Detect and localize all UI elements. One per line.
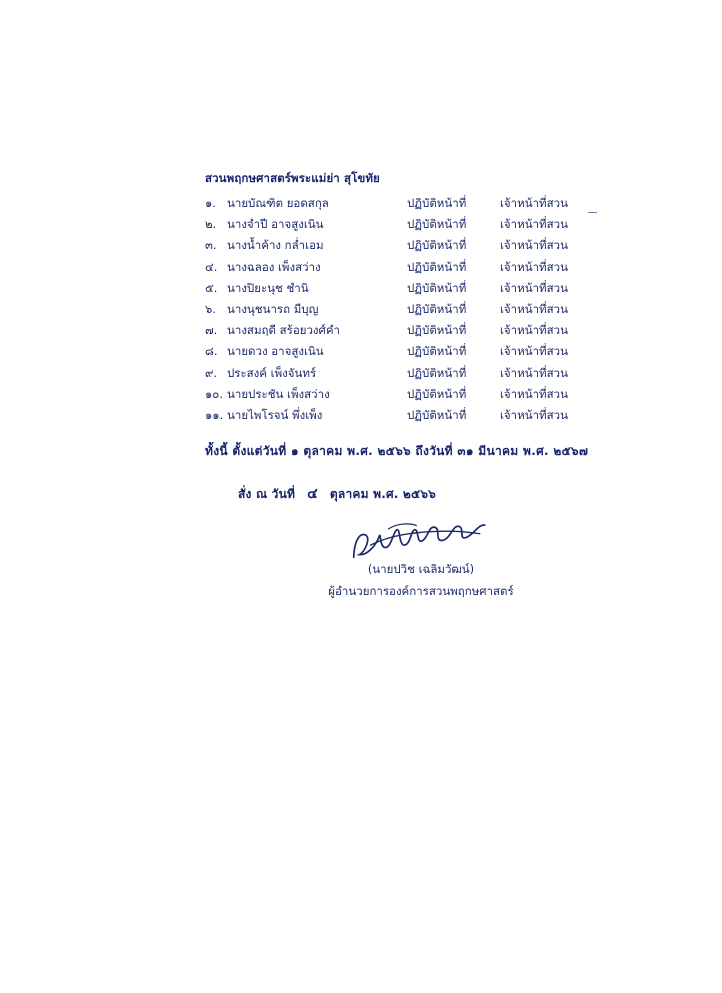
order-date-line: [238, 483, 722, 505]
row-name: นางจำปี อาจสูงเนิน: [227, 217, 324, 232]
table-row: [205, 322, 610, 343]
signer-name: (นายปวิช เฉลิมวัฒน์): [367, 562, 475, 577]
row-role: ปฏิบัติหน้าที่: [407, 238, 467, 253]
row-number: ๑๑.: [205, 407, 224, 422]
row-role: ปฏิบัติหน้าที่: [407, 344, 467, 359]
row-name: นางสมฤดี สร้อยวงศ์คำ: [227, 323, 340, 338]
table-row: [205, 407, 610, 428]
row-post: เจ้าหน้าที่สวน: [500, 238, 568, 253]
row-role: ปฏิบัติหน้าที่: [407, 259, 467, 274]
row-number: ๘.: [205, 344, 218, 359]
effective-period-text: ทั้งนี้ ตั้งแต่วันที่ ๑ ตุลาคม พ.ศ. ๒๕๖๖ ถึงวันที่ ๓๑ มีนาคม พ.ศ. ๒๕๖๗: [205, 444, 589, 459]
row-name: ประสงค์ เพ็งจันทร์: [227, 365, 317, 380]
table-row: [205, 386, 610, 407]
row-post: เจ้าหน้าที่สวน: [500, 365, 568, 380]
row-number: ๑๐.: [205, 386, 223, 401]
table-row: [205, 365, 610, 386]
row-name: นางนุชนารถ มีบุญ: [227, 301, 319, 316]
row-number: ๓.: [205, 238, 217, 253]
row-post: เจ้าหน้าที่สวน: [500, 301, 568, 316]
order-date-day: ๔: [307, 486, 318, 503]
row-number: ๙.: [205, 365, 218, 380]
row-number: ๕.: [205, 280, 218, 295]
row-name: นายดวง อาจสูงเนิน: [227, 344, 324, 359]
row-role: ปฏิบัติหน้าที่: [407, 365, 467, 380]
row-post: เจ้าหน้าที่สวน: [500, 386, 568, 401]
table-row: [205, 237, 610, 258]
row-name: นางน้ำค้าง กล่ำเอม: [227, 238, 324, 253]
row-number: ๒.: [205, 217, 217, 232]
table-row: [205, 280, 610, 301]
row-role: ปฏิบัติหน้าที่: [407, 386, 467, 401]
row-post: เจ้าหน้าที่สวน: [500, 217, 568, 232]
row-name: นางปิยะนุช ชำนิ: [227, 280, 309, 295]
document-body: [0, 170, 722, 601]
row-role: ปฏิบัติหน้าที่: [407, 217, 467, 232]
personnel-table: [205, 195, 610, 428]
row-post: เจ้าหน้าที่สวน: [500, 280, 568, 295]
table-row: [205, 216, 610, 237]
row-name: นายบัณฑิต ยอดสกุล: [227, 196, 329, 210]
row-number: ๖.: [205, 301, 216, 316]
table-row: [205, 195, 610, 216]
row-name: นายประชัน เพ็งสว่าง: [227, 386, 330, 401]
row-post: เจ้าหน้าที่สวน: [500, 196, 568, 210]
table-row: [205, 301, 610, 322]
handwritten-signature: [120, 519, 722, 559]
order-date-prefix: สั่ง ณ วันที่: [238, 487, 296, 502]
row-role: ปฏิบัติหน้าที่: [407, 323, 467, 338]
row-number: ๗.: [205, 323, 218, 338]
page-title: สวนพฤกษศาสตร์พระแม่ย่า สุโขทัย: [205, 171, 380, 185]
row-name: นางฉลอง เพ็งสว่าง: [227, 259, 321, 274]
row-role: ปฏิบัติหน้าที่: [407, 196, 467, 210]
signer-title: ผู้อำนวยการองค์การสวนพฤกษศาสตร์: [328, 584, 514, 599]
order-date-suffix: ตุลาคม พ.ศ. ๒๕๖๖: [329, 487, 436, 502]
row-number: ๔.: [205, 259, 218, 274]
row-post: เจ้าหน้าที่สวน: [500, 407, 568, 422]
row-role: ปฏิบัติหน้าที่: [407, 301, 467, 316]
row-role: ปฏิบัติหน้าที่: [407, 407, 467, 422]
row-name: นายไพโรจน์ พึ่งเพ็ง: [227, 407, 323, 422]
row-role: ปฏิบัติหน้าที่: [407, 280, 467, 295]
row-post: เจ้าหน้าที่สวน: [500, 259, 568, 274]
table-row: [205, 343, 610, 364]
row-number: ๑.: [205, 196, 216, 210]
row-post: เจ้าหน้าที่สวน: [500, 344, 568, 359]
row-post: เจ้าหน้าที่สวน: [500, 323, 568, 338]
table-row: [205, 259, 610, 280]
signature-block: [0, 519, 722, 601]
